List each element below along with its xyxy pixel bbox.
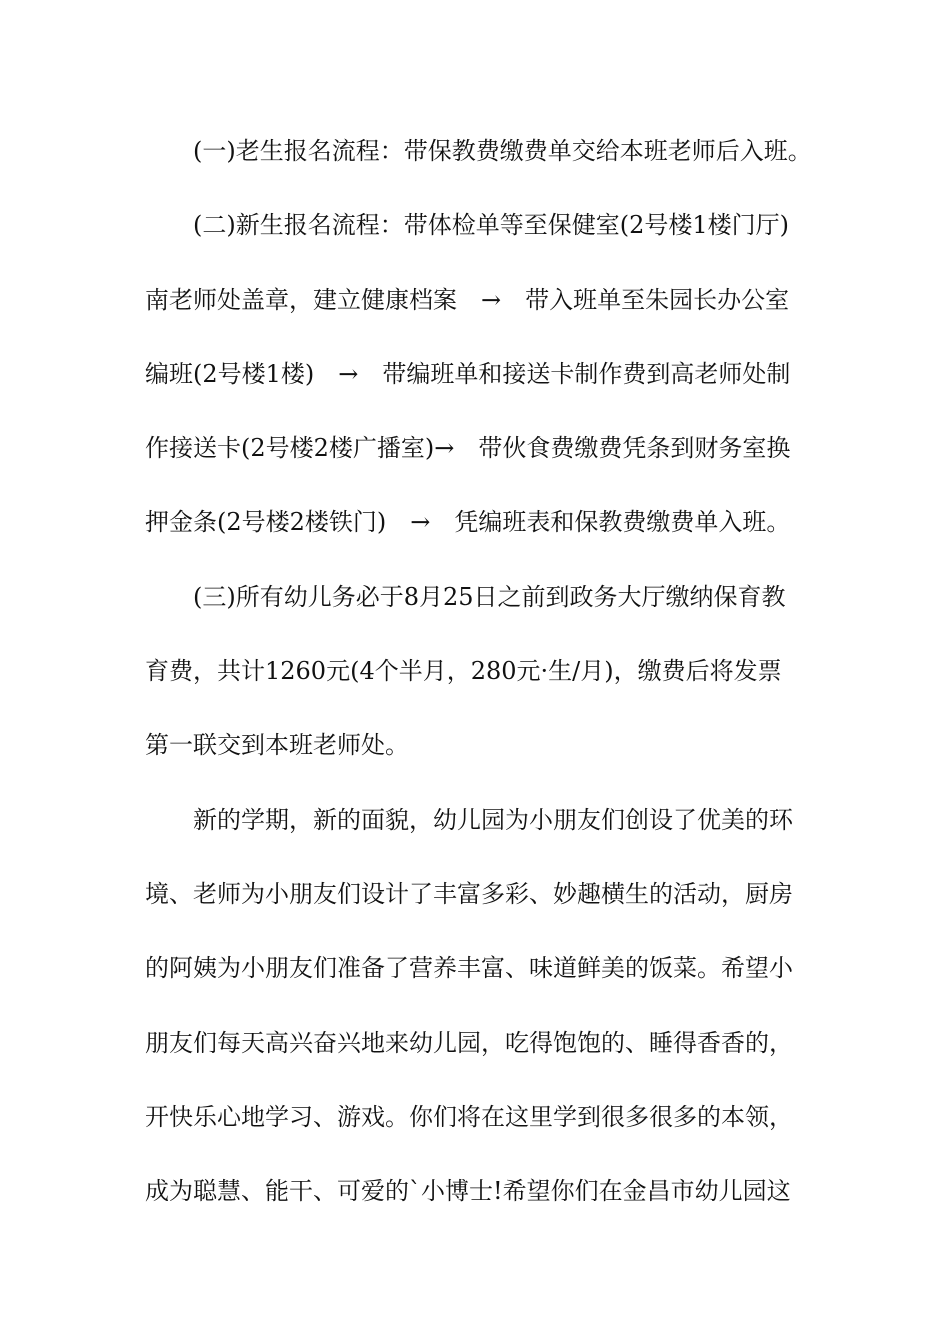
text-line-7: (三)所有幼儿务必于8月25日之前到政务大厅缴纳保育教 <box>193 582 786 611</box>
text-line-12: 的阿姨为小朋友们准备了营养丰富、味道鲜美的饭菜。希望小 <box>145 954 793 983</box>
text-line-1: (一)老生报名流程：带保教费缴费单交给本班老师后入班。 <box>193 137 812 165</box>
text-line-13: 朋友们每天高兴奋兴地来幼儿园，吃得饱饱的、睡得香香的， <box>145 1028 793 1057</box>
text-line-15: 成为聪慧、能干、可爱的`小博士!希望你们在金昌市幼儿园这 <box>145 1177 791 1206</box>
text-line-9: 第一联交到本班老师处。 <box>145 731 409 760</box>
text-line-8: 育费，共计1260元(4个半月，280元·生/月)，缴费后将发票 <box>145 657 782 686</box>
text-line-6: 押金条(2号楼2楼铁门) → 凭编班表和保教费缴费单入班。 <box>145 508 791 537</box>
text-line-3: 南老师处盖章，建立健康档案 → 带入班单至朱园长办公室 <box>145 285 790 314</box>
text-line-4: 编班(2号楼1楼) → 带编班单和接送卡制作费到高老师处制 <box>145 359 791 388</box>
text-line-10: 新的学期，新的面貌，幼儿园为小朋友们创设了优美的环 <box>193 805 793 834</box>
text-line-2: (二)新生报名流程：带体检单等至保健室(2号楼1楼门厅) <box>193 211 789 240</box>
text-line-5: 作接送卡(2号楼2楼广播室)→ 带伙食费缴费凭条到财务室换 <box>145 434 791 463</box>
text-line-11: 境、老师为小朋友们设计了丰富多彩、妙趣横生的活动，厨房 <box>145 879 793 908</box>
text-line-14: 开快乐心地学习、游戏。你们将在这里学到很多很多的本领， <box>145 1102 793 1131</box>
document-body <box>145 131 812 1245</box>
